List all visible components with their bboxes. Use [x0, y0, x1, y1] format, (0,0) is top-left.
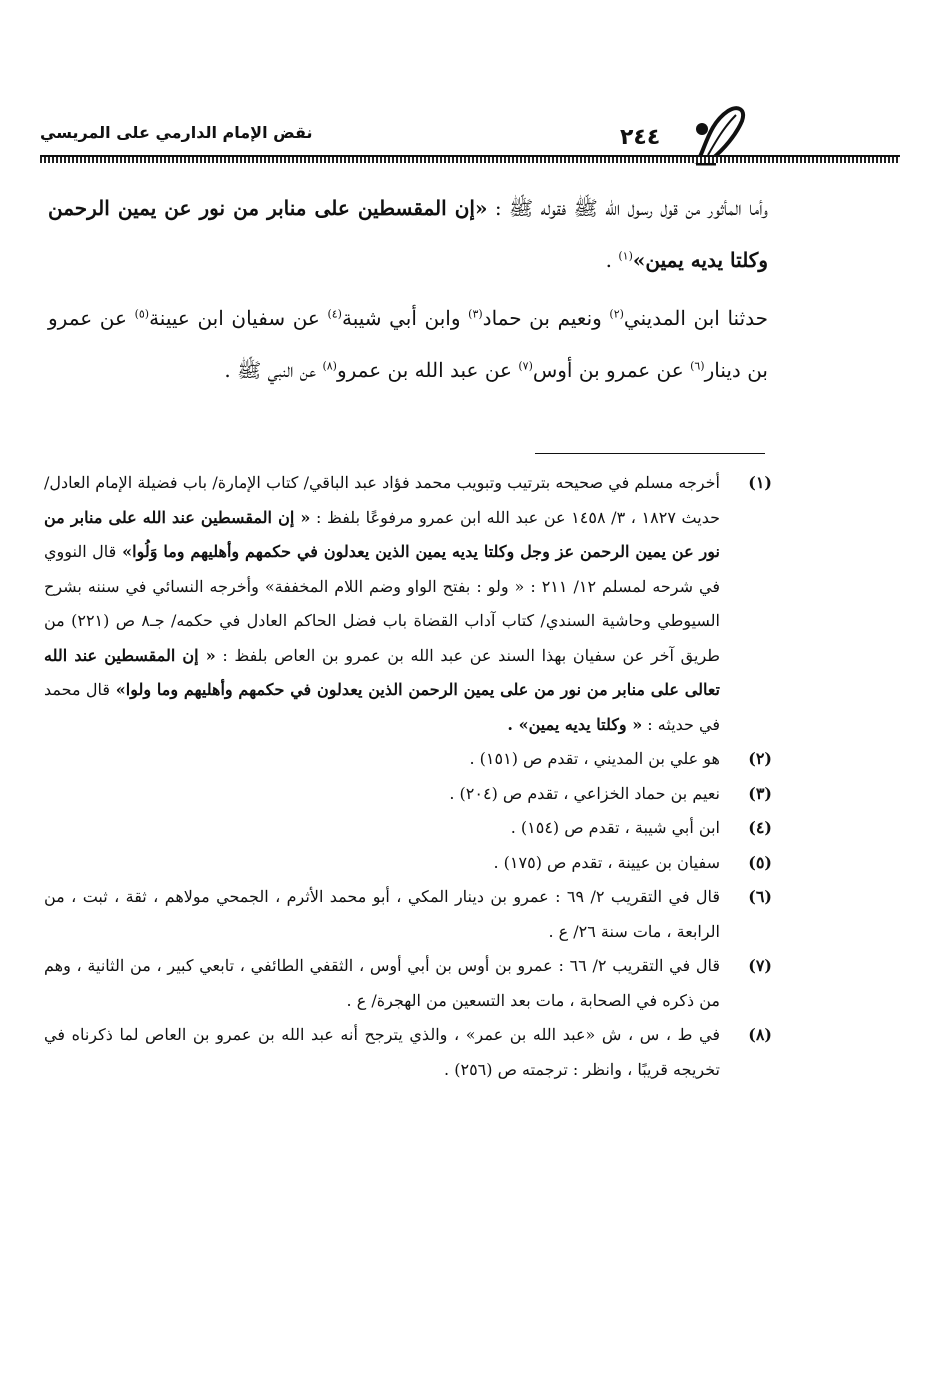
footnote-2 — [44, 742, 772, 777]
footnote-text: أخرجه مسلم في صحيحه بترتيب وتبويب محمد فؤاد عبد الباقي/ كتاب الإمارة/ باب فضيلة الإمام العادل/ حديث ١٨٢٧ ، ٣/ ١٤٥٨ عن عبد الله ابن عمرو مرفوعًا بلفظ : — [44, 473, 720, 527]
footnote-number: (٦) — [748, 887, 772, 906]
footnote-separator — [535, 453, 765, 454]
page-number: ٢٤٤ — [620, 125, 661, 150]
footnote-ref: (٧) — [518, 359, 533, 373]
footnote-5 — [44, 846, 772, 881]
footnote-number: (٤) — [748, 818, 772, 837]
main-text — [48, 182, 768, 396]
footnote-text: قال في التقريب ٢/ ٦٩ : عمرو بن دينار المكي ، أبو محمد الأثرم ، الجمحي مولاهم ، ثقة ، ثبت ، من الرابعة ، مات سنة ٢٦/ ع . — [44, 887, 721, 941]
footnote-7 — [44, 949, 772, 1018]
footnote-3 — [44, 777, 772, 812]
footnote-text: نعيم بن حماد الخزاعي ، تقدم ص (٢٠٤) . — [449, 783, 720, 803]
footnote-6 — [44, 880, 772, 949]
footnote-text: في ط ، س ، ش «عبد الله بن عمر» ، والذي يترجح أنه عبد الله بن عمرو بن العاص لما ذكرناه في تخريجه قريبًا ، وانظر : ترجمته ص (٢٥٦) . — [44, 1025, 720, 1079]
footnote-8 — [44, 1018, 772, 1087]
paragraph-isnad — [48, 292, 768, 396]
text-run: عن النبي ﷺ . — [224, 358, 323, 382]
page-header — [40, 95, 900, 175]
text-run: عن عمرو بن دينار — [48, 306, 768, 382]
paragraph-athar — [48, 182, 768, 286]
text-run: وابن أبي شيبة — [341, 306, 469, 330]
text-run: عن عبد الله بن عمرو — [336, 358, 519, 382]
hadith-quote: « وكلتا يديه يمين» . — [507, 714, 643, 734]
footnote-ref: (٢) — [609, 307, 624, 321]
footnote-number: (٣) — [748, 783, 772, 803]
footnote-1 — [44, 466, 772, 742]
footnote-ref: (٤) — [327, 307, 342, 321]
footnote-text: قال النووي في شرحه لمسلم ١٢/ ٢١١ : « ولو : بفتح الواو وضم اللام المخففة» وأخرجه النسائي في سننه بشرح السيوطي وحاشية السندي/ كتاب آداب القضاة باب فضل الحاكم العادل في حكمه/ جـ٨ ص (٢٢١) من طريق آخر عن سفيان بهذا السند عن عبد الله بن عمرو بن العاص بلفظ : — [44, 542, 721, 665]
text-run: . — [605, 248, 619, 272]
footnote-number: (٨) — [748, 1025, 772, 1044]
footnote-number: (٢) — [748, 749, 772, 768]
footnotes — [44, 466, 772, 1087]
footnote-text: قال في التقريب ٢/ ٦٦ : عمرو بن أوس بن أبي أوس ، الثقفي الطائفي ، تابعي كبير ، من الثانية ، وهم من ذكره في الصحابة ، مات بعد التسعين من الهجرة/ ع . — [44, 956, 721, 1010]
footnote-ref: (٨) — [322, 359, 337, 373]
footnote-text: سفيان بن عيينة ، تقدم ص (١٧٥) . — [493, 852, 720, 872]
header-rule — [40, 155, 900, 163]
footnote-number: (٧) — [748, 956, 772, 975]
footnote-text: هو علي بن المديني ، تقدم ص (١٥١) . — [469, 749, 720, 768]
footnote-ref: (١) — [618, 249, 633, 263]
footnote-number: (١) — [748, 473, 772, 492]
hadith-quote: « إن المقسطين عند الله تعالى على منابر من نور من على يمين الرحمن الذين يعدلون في حكمهم وأهليهم وما ولوا» — [44, 645, 721, 699]
text-run: حدثنا ابن المديني — [623, 306, 769, 330]
footnote-ref: (٦) — [690, 359, 705, 373]
footnote-ref: (٣) — [468, 307, 483, 321]
hadith-quote: « إن المقسطين عند الله على منابر من نور عن يمين الرحمن عز وجل وكلتا يديه يمين الذين يعدلون في حكمهم وأهليهم وما وَلُوا» — [44, 507, 721, 561]
hadith-quote: «إن المقسطين على منابر من نور عن يمين الرحمن وكلتا يديه يمين» — [48, 196, 768, 272]
text-run: وأما المأثور من قول رسول الله ﷺ فقوله ﷺ : — [487, 196, 768, 220]
footnote-text: قال محمد في حديثه : — [44, 680, 720, 734]
text-run: عن سفيان ابن عيينة — [149, 306, 328, 330]
text-run: عن عمرو بن أوس — [532, 358, 691, 382]
running-title: نقض الإمام الدارمي على المريسي — [40, 123, 313, 142]
footnote-4 — [44, 811, 772, 846]
footnote-ref: (٥) — [134, 307, 150, 321]
text-run: ونعيم بن حماد — [482, 306, 610, 330]
footnote-number: (٥) — [748, 852, 772, 872]
footnote-text: ابن أبي شيبة ، تقدم ص (١٥٤) . — [510, 818, 720, 837]
